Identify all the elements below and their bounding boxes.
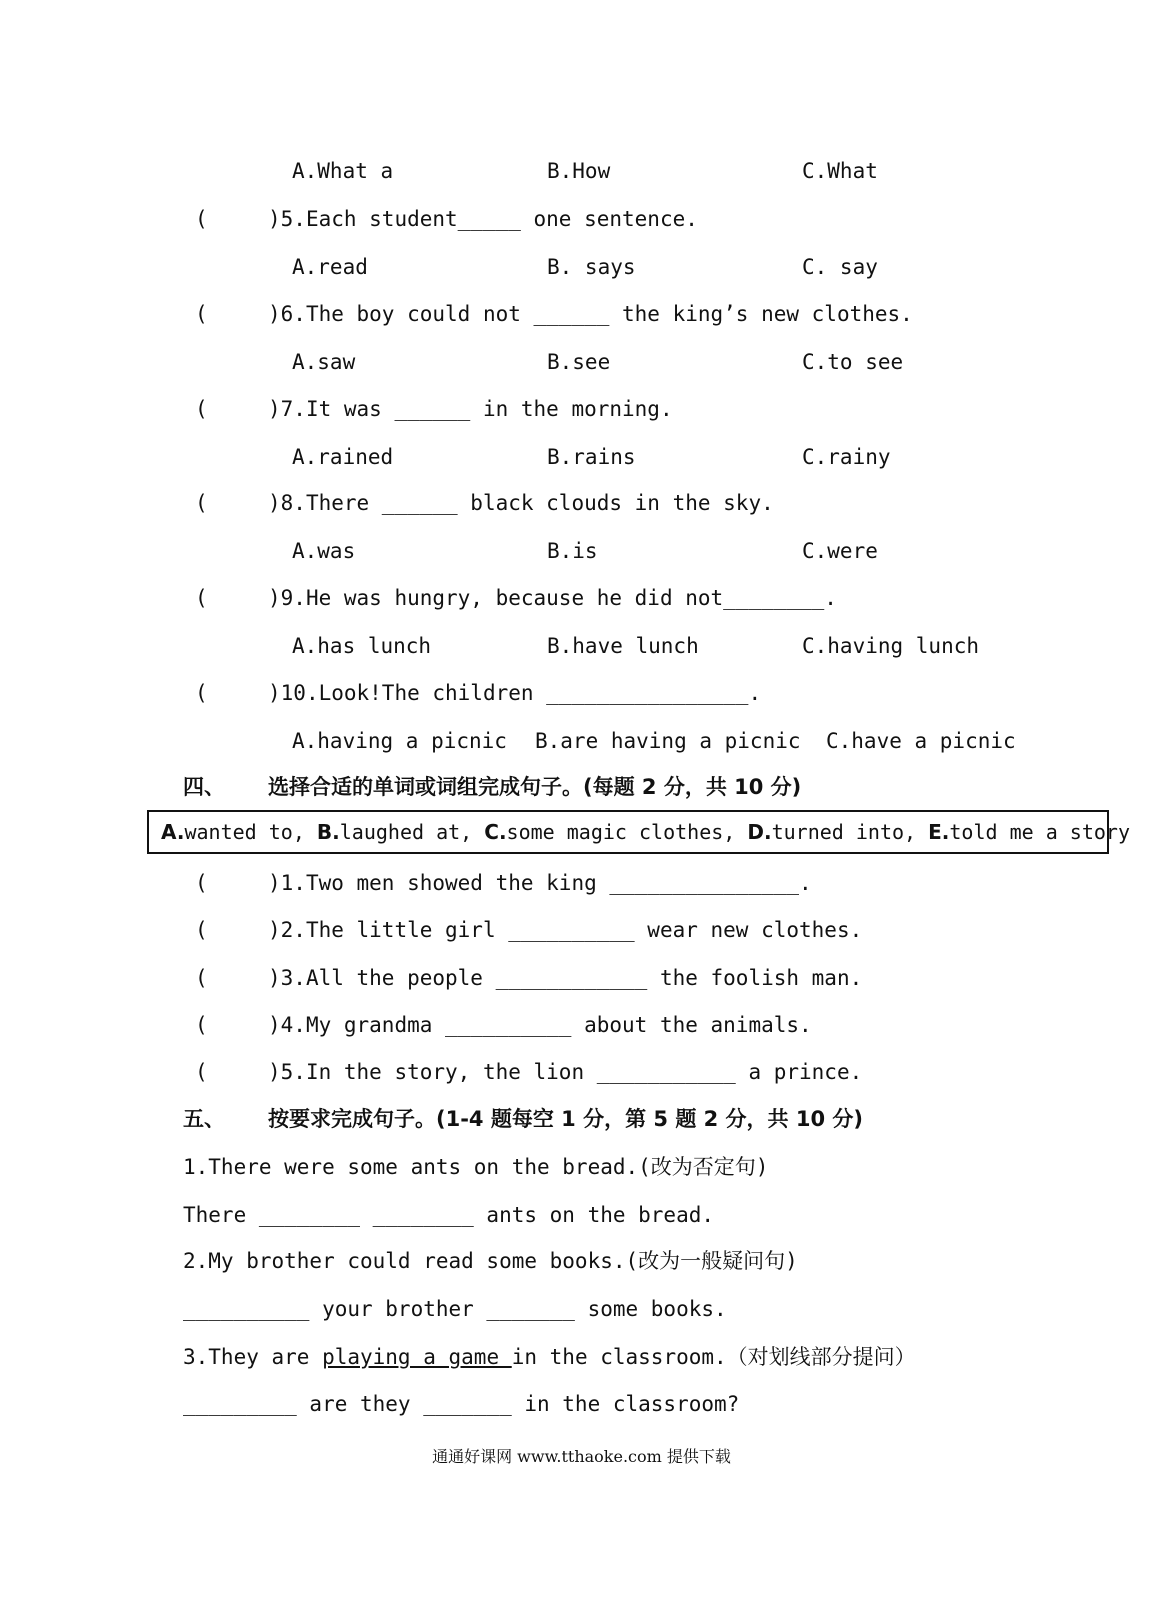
answer-paren-open: (	[195, 1013, 208, 1037]
answer-paren-close: )	[268, 966, 281, 990]
answer-paren-close: )	[268, 918, 281, 942]
transform-sentence-1: 1.There were some ants on the bread.(改为否定句)	[183, 1155, 769, 1179]
section-4-number: 四、	[183, 775, 225, 799]
question-7	[268, 396, 673, 422]
answer-paren-open: (	[195, 1060, 208, 1084]
q6-option-b: B.see	[547, 350, 611, 374]
fill-question-4-text: 4.My grandma __________ about the animals.	[280, 1013, 812, 1037]
word-bank-item: wanted to,	[184, 820, 305, 844]
page-footer: 通通好课网 www.tthaoke.com 提供下载	[432, 1447, 731, 1466]
word-bank-item: laughed at,	[339, 820, 473, 844]
answer-paren-close: )	[268, 491, 281, 515]
fill-question-2	[268, 917, 862, 943]
question-5	[268, 206, 698, 232]
sentence-3-end: in the classroom.（对划线部分提问）	[511, 1345, 916, 1369]
question-10	[268, 680, 761, 706]
answer-paren-close: )	[268, 302, 281, 326]
question-5-text: 5.Each student_____ one sentence.	[280, 207, 698, 231]
section-5-heading	[183, 1106, 863, 1132]
q9-option-a: A.has lunch	[292, 634, 432, 658]
question-9-text: 9.He was hungry, because he did not________.	[280, 586, 837, 610]
fill-question-5-text: 5.In the story, the lion ___________ a prince.	[280, 1060, 863, 1084]
word-bank-letter: A.	[161, 820, 185, 844]
question-7-text: 7.It was ______ in the morning.	[280, 397, 673, 421]
q5-option-a: A.read	[292, 255, 368, 279]
answer-paren-open: (	[195, 586, 208, 610]
q4-option-b: B.How	[547, 159, 611, 183]
q8-option-a: A.was	[292, 539, 356, 563]
answer-paren-close: )	[268, 1013, 281, 1037]
answer-paren-open: (	[195, 491, 208, 515]
answer-paren-open: (	[195, 302, 208, 326]
q10-option-a: A.having a picnic	[292, 729, 507, 753]
q5-option-c: C. say	[802, 255, 878, 279]
answer-paren-open: (	[195, 966, 208, 990]
question-8	[268, 490, 774, 516]
underlined-phrase: playing a game	[322, 1345, 512, 1369]
q10-option-c: C.have a picnic	[826, 729, 1016, 753]
q9-option-c: C.having lunch	[802, 634, 980, 658]
section-5-number: 五、	[183, 1107, 225, 1131]
answer-paren-close: )	[268, 681, 281, 705]
section-5-title: 按要求完成句子。(1-4 题每空 1 分，第 5 题 2 分，共 10 分)	[268, 1107, 863, 1131]
fill-question-3-text: 3.All the people ____________ the foolish man.	[280, 966, 863, 990]
word-bank-letter: E.	[928, 820, 950, 844]
fill-question-3	[268, 965, 862, 991]
fill-question-1	[268, 870, 812, 896]
word-bank-letter: D.	[747, 820, 772, 844]
question-8-text: 8.There ______ black clouds in the sky.	[280, 491, 774, 515]
transform-answer-2: __________ your brother _______ some books.	[183, 1297, 727, 1321]
answer-paren-open: (	[195, 397, 208, 421]
q9-option-b: B.have lunch	[547, 634, 699, 658]
transform-answer-3: _________ are they _______ in the classroom?	[183, 1392, 740, 1416]
q10-option-b: B.are having a picnic	[535, 729, 801, 753]
q8-option-b: B.is	[547, 539, 598, 563]
q7-option-c: C.rainy	[802, 445, 891, 469]
question-6-text: 6.The boy could not ______ the king’s new clothes.	[280, 302, 913, 326]
q8-option-c: C.were	[802, 539, 878, 563]
word-bank-item: turned into,	[771, 820, 917, 844]
q4-option-a: A.What a	[292, 159, 394, 183]
answer-paren-close: )	[268, 397, 281, 421]
question-10-text: 10.Look!The children ________________.	[280, 681, 762, 705]
word-bank-item: some magic clothes,	[506, 820, 736, 844]
q6-option-c: C.to see	[802, 350, 904, 374]
fill-question-2-text: 2.The little girl __________ wear new clothes.	[280, 918, 863, 942]
q7-option-b: B.rains	[547, 445, 636, 469]
answer-paren-open: (	[195, 207, 208, 231]
fill-question-5	[268, 1059, 862, 1085]
answer-paren-close: )	[268, 207, 281, 231]
fill-question-4	[268, 1012, 812, 1038]
question-6	[268, 301, 913, 327]
sentence-3-start: 3.They are	[183, 1345, 323, 1369]
section-4-heading	[183, 774, 801, 800]
section-4-title: 选择合适的单词或词组完成句子。(每题 2 分，共 10 分)	[268, 775, 802, 799]
transform-sentence-2: 2.My brother could read some books.(改为一般疑问句)	[183, 1249, 798, 1273]
fill-question-1-text: 1.Two men showed the king _______________.	[280, 871, 812, 895]
word-bank-box	[147, 810, 1131, 854]
q5-option-b: B. says	[547, 255, 636, 279]
answer-paren-open: (	[195, 918, 208, 942]
answer-paren-close: )	[268, 1060, 281, 1084]
answer-paren-close: )	[268, 871, 281, 895]
word-bank-item: told me a story	[949, 820, 1131, 844]
answer-paren-close: )	[268, 586, 281, 610]
transform-sentence-3	[183, 1344, 916, 1370]
word-bank-letter: B.	[316, 820, 340, 844]
q6-option-a: A.saw	[292, 350, 356, 374]
q7-option-a: A.rained	[292, 445, 394, 469]
q4-option-c: C.What	[802, 159, 878, 183]
question-9	[268, 585, 837, 611]
answer-paren-open: (	[195, 871, 208, 895]
answer-paren-open: (	[195, 681, 208, 705]
transform-answer-1: There ________ ________ ants on the bread.	[183, 1203, 715, 1227]
word-bank-letter: C.	[484, 820, 507, 844]
